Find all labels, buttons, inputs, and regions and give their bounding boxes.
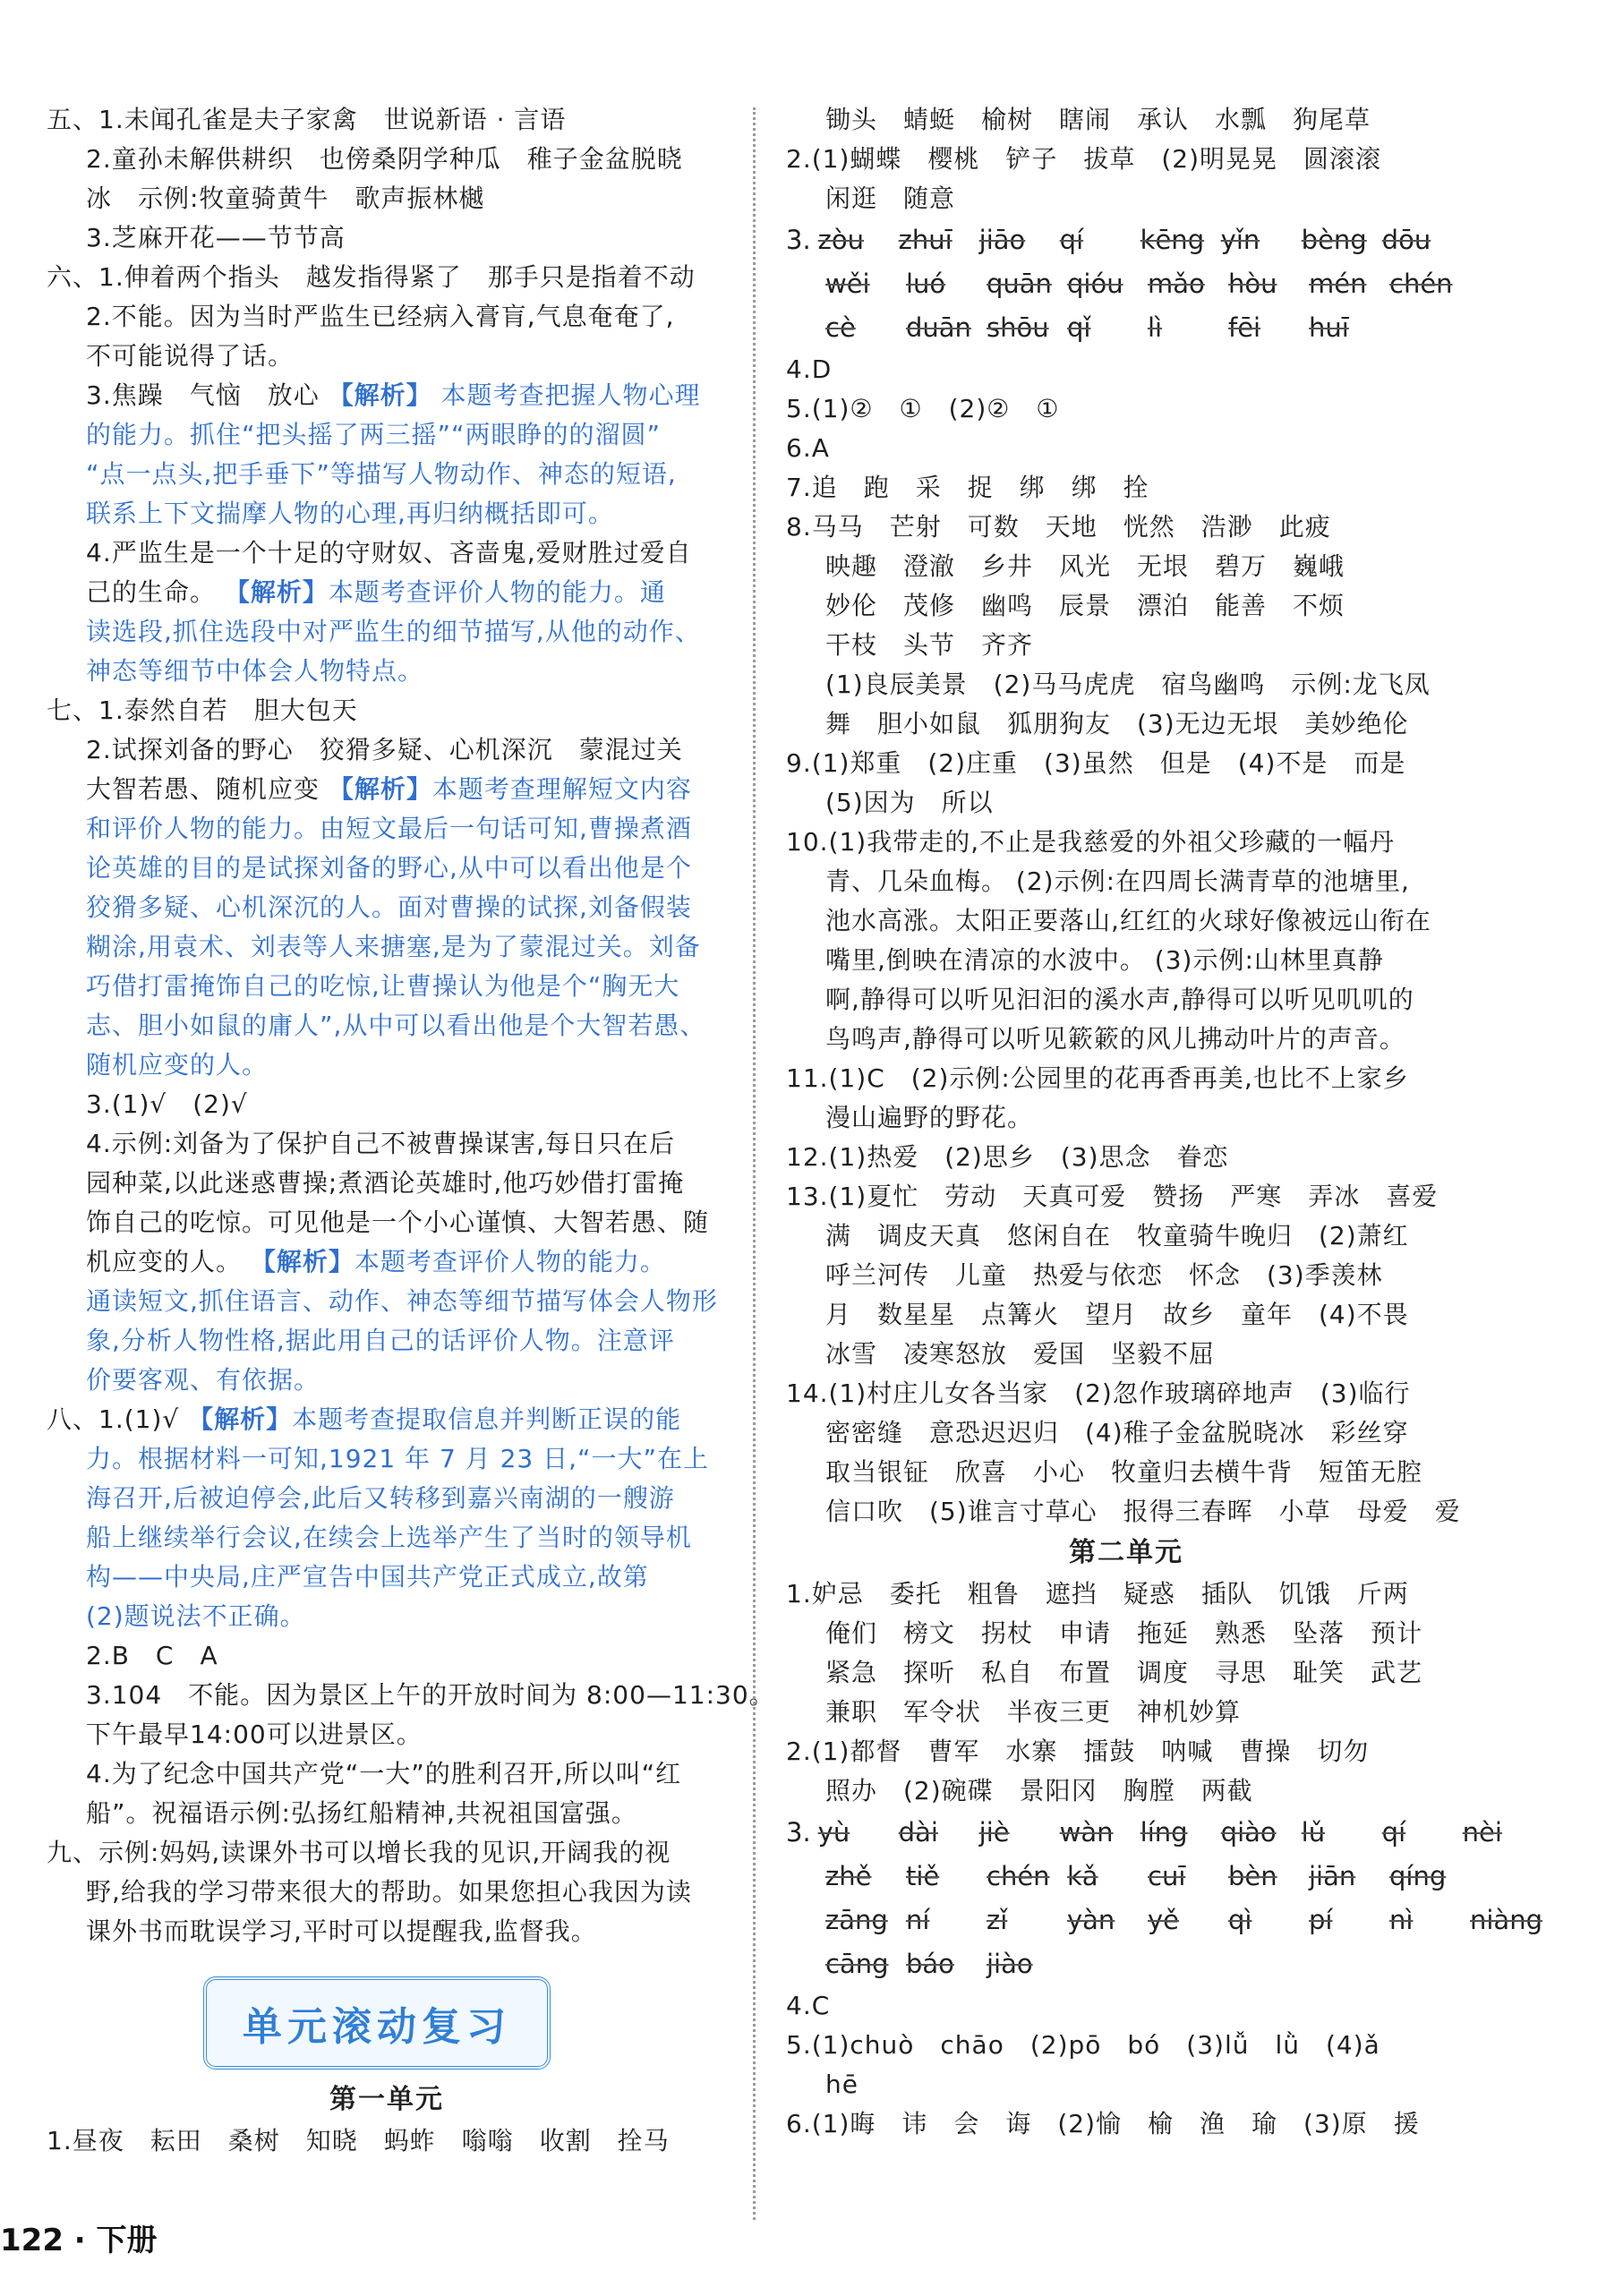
answer-line (786, 140, 1466, 179)
analysis-tag: 【解析】 (250, 1247, 355, 1276)
answer-text: 课外书而耽误学习,平时可以提醒我,监督我。 (86, 1916, 597, 1946)
pinyin-syllable: shōu (987, 312, 1049, 343)
answer-text: 3.(1)√ (2)√ (86, 1089, 248, 1119)
answer-line (47, 179, 727, 218)
answer-line (47, 415, 727, 455)
answer-line (786, 1575, 1466, 1614)
answer-text: 8.马马 芒射 可数 天地 恍然 浩渺 此疲 (786, 512, 1331, 542)
unit1-pinyin-block (786, 218, 1466, 350)
answer-line (47, 967, 727, 1006)
answer-line (47, 1912, 727, 1951)
pinyin-syllable: zhuī (898, 225, 952, 255)
answer-line (47, 849, 727, 888)
unit1-q1-line: 1.昼夜 耘田 桑树 知晓 蚂蚱 嗡嗡 收割 拴马 (47, 2126, 670, 2155)
pinyin-syllable: zāng (825, 1905, 888, 1935)
answer-line (786, 1295, 1466, 1335)
answer-text: 2.(1)都督 曹军 水寨 擂鼓 呐喊 曹操 切勿 (786, 1737, 1370, 1766)
pinyin-syllable: qí (1059, 225, 1084, 255)
answer-text: 6.(1)晦 讳 会 诲 (2)愉 榆 渔 瑜 (3)原 援 (786, 2109, 1420, 2138)
pinyin-syllable: yǐn (1220, 225, 1260, 255)
answer-line (786, 1693, 1466, 1732)
analysis-tag: 【解析】 (328, 380, 432, 410)
analysis-text: 读选段,抓住选段中对严监生的细节描写,从他的动作、 (86, 617, 701, 646)
analysis-text: 通读短文,抓住语言、动作、神态等细节描写体会人物形 (86, 1286, 718, 1316)
pinyin-syllable: huī (1309, 312, 1349, 343)
answer-text: 野,给我的学习带来很大的帮助。如果您担心我因为读 (86, 1877, 692, 1907)
answer-line (47, 1715, 727, 1754)
analysis-text: 神态等细节中体会人物特点。 (86, 656, 424, 686)
answer-text: 七、1.泰然自若 胆大包天 (47, 696, 358, 725)
analysis-text: 本题考查评价人物的能力。 (354, 1247, 666, 1276)
answer-line (47, 927, 727, 967)
analysis-text: 随机应变的人。 (86, 1050, 269, 1080)
answer-line (47, 1558, 727, 1597)
answer-line (47, 1006, 727, 1046)
answer-line (786, 468, 1466, 508)
pinyin-row (786, 1855, 1466, 1899)
answer-text: 八、1.(1)√ (47, 1404, 189, 1434)
answer-text: hē (825, 2070, 859, 2099)
answer-line (786, 2026, 1466, 2065)
answer-line (786, 1453, 1466, 1492)
pinyin-syllable: kǎ (1067, 1861, 1098, 1891)
answer-line (786, 1771, 1466, 1811)
answer-text: 3.焦躁 气恼 放心 (86, 380, 329, 410)
answer-line (47, 533, 727, 573)
analysis-text: (2)题说法不正确。 (86, 1601, 306, 1631)
answer-line (47, 1361, 727, 1400)
pinyin-syllable: mén (1309, 269, 1367, 299)
pinyin-syllable: yù (817, 1817, 850, 1848)
answer-line (786, 744, 1466, 783)
answer-line (786, 1732, 1466, 1771)
pinyin-syllable: jiāo (978, 225, 1026, 255)
answer-line (786, 1335, 1466, 1374)
pinyin-syllable: qì (1228, 1905, 1252, 1935)
answer-text: 4.示例:刘备为了保护自己不被曹操谋害,每日只在后 (86, 1129, 676, 1158)
answer-line (786, 980, 1466, 1020)
answer-text: 9.(1)郑重 (2)庄重 (3)虽然 但是 (4)不是 而是 (786, 748, 1406, 778)
answer-line (47, 1518, 727, 1558)
answer-line (47, 376, 727, 415)
answer-text: 兼职 军令状 半夜三更 神机妙算 (825, 1697, 1242, 1727)
answer-line (786, 389, 1466, 429)
answer-text: 满 调皮天真 悠闲自在 牧童骑牛晚归 (2)萧红 (825, 1221, 1409, 1250)
pinyin-syllable: wàn (1059, 1817, 1114, 1848)
analysis-tag: 【解析】 (224, 577, 329, 607)
answer-line (786, 1614, 1466, 1653)
pinyin-syllable: pí (1309, 1905, 1333, 1935)
pinyin-row (786, 1811, 1502, 1855)
answer-text: (5)因为 所以 (825, 788, 994, 817)
answer-line (47, 100, 727, 140)
pinyin-syllable: nèi (1462, 1817, 1502, 1848)
answer-text: 4.严监生是一个十足的守财奴、吝啬鬼,爱财胜过爱自 (86, 538, 692, 568)
answer-line (786, 1986, 1466, 2026)
answer-line (786, 1216, 1466, 1256)
answer-text: 5.(1)② ① (2)② ① (786, 394, 1060, 423)
answer-line (47, 888, 727, 927)
pinyin-syllable: bèn (1228, 1861, 1277, 1891)
answer-line (47, 218, 727, 258)
pinyin-row (786, 1942, 1466, 1986)
pinyin-syllable: líng (1140, 1817, 1188, 1848)
answer-text: 不可能说得了话。 (86, 341, 295, 371)
answer-line (786, 2104, 1466, 2144)
answer-line (47, 730, 727, 770)
answer-text: 2.不能。因为当时严监生已经病入膏肓,气息奄奄了, (86, 302, 675, 331)
answer-text: 4.D (786, 354, 833, 384)
pinyin-syllable: chén (1389, 269, 1453, 299)
analysis-text: 海召开,后被迫停会,此后又转移到嘉兴南湖的一艘游 (86, 1483, 675, 1513)
answer-line (786, 1020, 1466, 1059)
answer-line (47, 1439, 727, 1479)
pinyin-syllable: zhě (825, 1861, 872, 1891)
pinyin-syllable: cè (825, 312, 856, 343)
answer-line (47, 455, 727, 494)
answer-text: 饰自己的吃惊。可见他是一个小心谨慎、大智若愚、随 (86, 1208, 710, 1237)
analysis-text: 本题考查把握人物心理 (431, 380, 701, 410)
pinyin-syllable: lǔ (1301, 1817, 1326, 1848)
pinyin-syllable: jiào (987, 1949, 1033, 1979)
unit-review-banner (203, 1976, 551, 2070)
answer-line (786, 547, 1466, 586)
analysis-text: 巧借打雷掩饰自己的吃惊,让曹操认为他是个“胸无大 (86, 971, 680, 1001)
answer-line (47, 1597, 727, 1636)
answer-line (47, 1676, 775, 1715)
analysis-text: 本题考查评价人物的能力。通 (328, 577, 666, 607)
analysis-text: 本题考查提取信息并判断正误的能 (292, 1404, 682, 1434)
answer-text: 4.为了纪念中国共产党“一大”的胜利召开,所以叫“红 (86, 1759, 682, 1788)
pinyin-syllable: niàng (1470, 1905, 1542, 1935)
answer-text: 映趣 澄澈 乡井 风光 无垠 碧万 巍峨 (825, 551, 1345, 581)
answer-text: 4.C (786, 1991, 831, 2020)
answer-text: 月 数星星 点篝火 望月 故乡 童年 (4)不畏 (825, 1300, 1409, 1329)
answer-line (786, 508, 1466, 547)
answer-text: 漫山遍野的野花。 (825, 1103, 1034, 1132)
answer-line (786, 1413, 1466, 1453)
pinyin-syllable: qióu (1067, 269, 1123, 299)
answer-line (786, 179, 1466, 218)
analysis-text: 本题考查理解短文内容 (431, 774, 692, 804)
pinyin-syllable: mǎo (1148, 269, 1205, 299)
answer-text: 啊,静得可以听见汩汩的溪水声,静得可以听见叽叽的 (825, 985, 1414, 1014)
pinyin-syllable: tiě (906, 1861, 940, 1891)
analysis-text: “点一点头,把手垂下”等描写人物动作、神态的短语, (86, 459, 677, 489)
answer-line (47, 1479, 727, 1518)
answer-text: 14.(1)村庄儿女各当家 (2)忽作玻璃碎地声 (3)临行 (786, 1378, 1411, 1408)
answer-line (47, 1164, 727, 1203)
answer-text: 船”。祝福语示例:弘扬红船精神,共祝祖国富强。 (86, 1798, 637, 1828)
answer-line (786, 862, 1466, 901)
analysis-text: 价要客观、有依据。 (86, 1365, 320, 1395)
unit1-answers-a (786, 100, 1466, 218)
pinyin-row (786, 306, 1466, 350)
pinyin-syllable: qǐ (1067, 312, 1091, 343)
answer-line (786, 1138, 1466, 1177)
page-footer: 122 · 下册 (0, 2223, 158, 2258)
pinyin-syllable: cāng (825, 1949, 889, 1979)
pinyin-syllable: jiè (978, 1817, 1010, 1848)
answer-text: 2.童孙未解供耕织 也傍桑阴学种瓜 稚子金盆脱晓 (86, 144, 683, 174)
answer-line (786, 429, 1466, 468)
answer-line (786, 1374, 1466, 1413)
analysis-text: 象,分析人物性格,据此用自己的话评价人物。注意评 (86, 1326, 675, 1355)
analysis-text: 志、胆小如鼠的庸人”,从中可以看出他是个大智若愚、 (86, 1011, 706, 1040)
answer-line (47, 1636, 727, 1676)
answer-line (786, 1177, 1466, 1216)
answer-text: 密密缝 意恐迟迟归 (4)稚子金盆脱晓冰 彩丝穿 (825, 1418, 1409, 1447)
answer-text: 九、示例:妈妈,读课外书可以增长我的见识,开阔我的视 (47, 1838, 671, 1867)
unit2-heading: 第二单元 (1069, 1537, 1183, 1568)
pinyin-syllable: qiào (1220, 1817, 1277, 1848)
pinyin-row (786, 1899, 1542, 1942)
answer-text: 俺们 榜文 拐杖 申请 拖延 熟悉 坠落 预计 (825, 1618, 1423, 1648)
answer-line (47, 258, 727, 297)
answer-line (786, 783, 1466, 823)
pinyin-syllable: zòu (817, 225, 865, 255)
answer-line (786, 586, 1466, 626)
right-column (786, 100, 1542, 2144)
pinyin-row (786, 262, 1466, 306)
analysis-text: 狡猾多疑、心机深沉的人。面对曹操的试探,刘备假装 (86, 892, 692, 922)
pinyin-syllable: dōu (1381, 225, 1431, 255)
answer-line (786, 2065, 1466, 2104)
answer-text: 六、1.伸着两个指头 越发指得紧了 那手只是指着不动 (47, 262, 696, 292)
answer-line (786, 1653, 1466, 1693)
answer-line (47, 1282, 727, 1321)
answer-line (786, 1256, 1466, 1295)
answer-line (47, 1046, 727, 1085)
pinyin-syllable: chén (987, 1861, 1050, 1891)
pinyin-syllable: ní (906, 1905, 930, 1935)
pinyin-row (786, 218, 1466, 262)
answer-text: 6.A (786, 433, 830, 463)
pinyin-syllable: jiān (1309, 1861, 1356, 1891)
answer-line (47, 1833, 727, 1873)
answer-text: 3.104 不能。因为景区上午的开放时间为 8:00—11:30。 (86, 1680, 775, 1710)
answer-text: 10.(1)我带走的,不止是我慈爱的外祖父珍藏的一幅丹 (786, 827, 1396, 857)
answer-text: 下午最早14:00可以进景区。 (86, 1720, 423, 1749)
answer-line (47, 1754, 727, 1794)
analysis-tag: 【解析】 (188, 1404, 293, 1434)
answer-line (47, 297, 727, 337)
pinyin-syllable: kēng (1140, 225, 1205, 255)
pinyin-syllable: yàn (1067, 1905, 1115, 1935)
analysis-text: 和评价人物的能力。由短文最后一句话可知,曹操煮酒 (86, 814, 692, 843)
question-number: 3. (786, 225, 811, 255)
answer-line (786, 941, 1466, 980)
answer-text: 信口吹 (5)谁言寸草心 报得三春晖 小草 母爱 爱 (825, 1497, 1461, 1526)
answer-line (47, 140, 727, 179)
answer-line (47, 1873, 727, 1912)
unit1-answers-b (786, 350, 1466, 1532)
answer-line (47, 1242, 727, 1282)
answer-text: 呼兰河传 儿童 热爱与依恋 怀念 (3)季羡林 (825, 1260, 1383, 1290)
answer-line (47, 1794, 727, 1833)
pinyin-syllable: yě (1148, 1905, 1180, 1935)
answer-text: 嘴里,倒映在清凉的水波中。 (3)示例:山林里真静 (825, 945, 1384, 975)
column-divider (753, 107, 756, 2220)
question-number: 3. (786, 1817, 811, 1848)
answer-text: 5.(1)chuò chāo (2)pō bó (3)lǚ lǜ (4)ǎ (786, 2030, 1380, 2060)
answer-text: 妙伦 茂修 幽鸣 辰景 漂泊 能善 不烦 (825, 591, 1345, 620)
answer-line (47, 1124, 727, 1164)
answer-text: 干枝 头节 齐齐 (825, 630, 1034, 660)
answer-line (47, 1085, 727, 1124)
answer-line (786, 1059, 1466, 1098)
analysis-text: 构——中央局,庄严宣告中国共产党正式成立,故第 (86, 1562, 649, 1592)
answer-line (47, 691, 727, 730)
unit2-answers-a (786, 1575, 1466, 1811)
answer-line (786, 901, 1466, 941)
answer-line (786, 1492, 1466, 1532)
answer-text: 大智若愚、随机应变 (86, 774, 329, 804)
analysis-text: 论英雄的目的是试探刘备的野心,从中可以看出他是个 (86, 853, 692, 883)
unit1-heading: 第一单元 (329, 2084, 444, 2115)
analysis-text: 的能力。抓住“把头摇了两三摇”“两眼睁的的溜圆” (86, 420, 662, 449)
answer-text: 取当银钲 欣喜 小心 牧童归去横牛背 短笛无腔 (825, 1457, 1423, 1487)
pinyin-syllable: qíng (1389, 1861, 1447, 1891)
left-column (47, 100, 775, 2161)
answer-text: 3.芝麻开花——节节高 (86, 223, 346, 252)
answer-line (47, 809, 727, 849)
unit2-answers-b (786, 1986, 1466, 2144)
analysis-text: 力。根据材料一可知,1921 年 7 月 23 日,“一大”在上 (86, 1444, 710, 1473)
answer-line (786, 704, 1466, 744)
pinyin-syllable: lì (1148, 312, 1163, 343)
analysis-tag: 【解析】 (328, 774, 432, 804)
answer-line (786, 626, 1466, 665)
answer-text: 机应变的人。 (86, 1247, 251, 1276)
pinyin-syllable: quān (987, 269, 1052, 299)
pinyin-syllable: báo (906, 1949, 954, 1979)
pinyin-syllable: fēi (1228, 312, 1261, 343)
answer-text: 五、1.未闻孔雀是夫子家禽 世说新语 · 言语 (47, 105, 567, 134)
pinyin-syllable: hòu (1228, 269, 1277, 299)
answer-text: 7.追 跑 采 捉 绑 绑 拴 (786, 473, 1149, 502)
answer-text: (1)良辰美景 (2)马马虎虎 宿鸟幽鸣 示例:龙飞凤 (825, 670, 1431, 699)
pinyin-syllable: wěi (825, 269, 870, 299)
analysis-text: 联系上下文揣摩人物的心理,再归纳概括即可。 (86, 499, 614, 528)
pinyin-syllable: dài (898, 1817, 938, 1848)
answer-text: 2.试探刘备的野心 狡猾多疑、心机深沉 蒙混过关 (86, 735, 683, 764)
answer-line (47, 652, 727, 691)
answer-text: 紧急 探听 私自 布置 调度 寻思 耻笑 武艺 (825, 1658, 1423, 1687)
answer-text: 锄头 蜻蜓 榆树 瞎闹 承认 水瓢 狗尾草 (825, 105, 1371, 134)
pinyin-syllable: bèng (1301, 225, 1367, 255)
answer-text: 11.(1)C (2)示例:公园里的花再香再美,也比不上家乡 (786, 1063, 1409, 1093)
answer-text: 园种菜,以此迷惑曹操;煮酒论英雄时,他巧妙借打雷掩 (86, 1168, 685, 1198)
answer-line (47, 612, 727, 652)
answer-text: 2.(1)蝴蝶 樱桃 铲子 拔草 (2)明晃晃 圆滚滚 (786, 144, 1382, 174)
answer-text: 己的生命。 (86, 577, 225, 607)
answer-line (47, 1321, 727, 1361)
answer-text: 2.B C A (86, 1641, 218, 1670)
answer-text: 1.妒忌 委托 粗鲁 遮挡 疑惑 插队 饥饿 斤两 (786, 1579, 1409, 1609)
answer-line (47, 770, 727, 809)
banner-title: 单元滚动复习 (243, 2004, 511, 2050)
answer-text: 闲逛 随意 (825, 184, 956, 213)
answer-line (47, 573, 727, 612)
analysis-text: 船上继续举行会议,在续会上选举产生了当时的领导机 (86, 1523, 692, 1552)
answer-text: 照办 (2)碗碟 景阳冈 胸膛 两截 (825, 1776, 1253, 1805)
unit2-pinyin-block (786, 1811, 1542, 1986)
answer-text: 池水高涨。太阳正要落山,红红的火球好像被远山衔在 (825, 906, 1431, 935)
pinyin-syllable: luó (906, 269, 946, 299)
answer-text: 鸟鸣声,静得可以听见簌簌的风儿拂动叶片的声音。 (825, 1024, 1405, 1054)
pinyin-syllable: qí (1381, 1817, 1406, 1848)
answer-text: 12.(1)热爱 (2)思乡 (3)思念 眷恋 (786, 1142, 1229, 1172)
answer-line (786, 665, 1466, 704)
analysis-text: 糊涂,用袁术、刘表等人来搪塞,是为了蒙混过关。刘备 (86, 932, 701, 961)
left-answers (47, 100, 775, 1951)
pinyin-syllable: nì (1389, 1905, 1414, 1935)
answer-text: 冰雪 凌寒怒放 爱国 坚毅不屈 (825, 1339, 1216, 1369)
answer-line (786, 1098, 1466, 1138)
pinyin-syllable: zǐ (987, 1905, 1008, 1935)
answer-text: 13.(1)夏忙 劳动 天真可爱 赞扬 严寒 弄冰 喜爱 (786, 1182, 1439, 1211)
answer-text: 舞 胆小如鼠 狐朋狗友 (3)无边无垠 美妙绝伦 (825, 709, 1409, 738)
answer-line (47, 337, 727, 376)
answer-line (786, 350, 1466, 389)
answer-line (47, 1400, 727, 1439)
pinyin-syllable: cuī (1148, 1861, 1186, 1891)
answer-line (47, 1203, 727, 1242)
answer-text: 冰 示例:牧童骑黄牛 歌声振林樾 (86, 184, 485, 213)
answer-line (786, 100, 1466, 140)
answer-text: 青、几朵血梅。 (2)示例:在四周长满青草的池塘里, (825, 866, 1410, 896)
answer-line (47, 494, 727, 533)
answer-line (786, 823, 1466, 862)
pinyin-syllable: duān (906, 312, 971, 343)
